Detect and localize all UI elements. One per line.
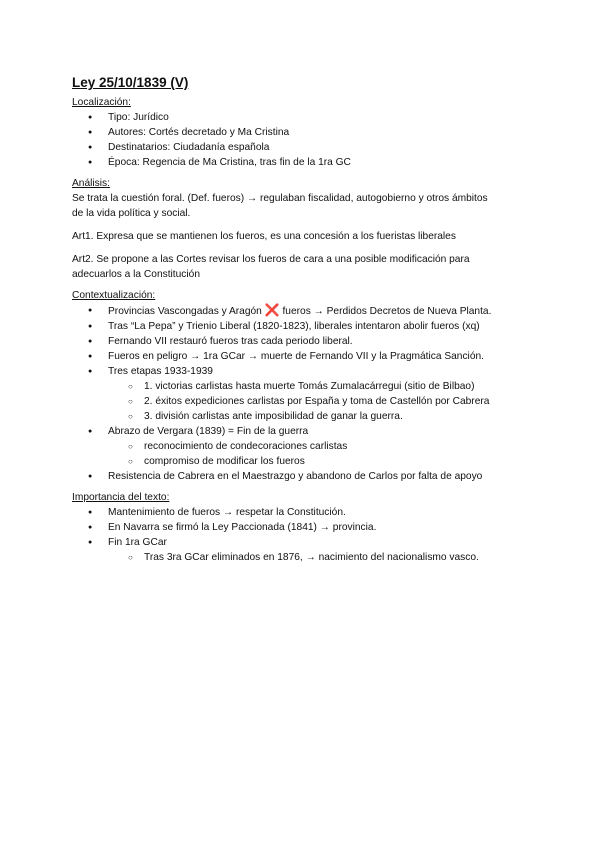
analisis-paragraph-line: Se trata la cuestión foral. (Def. fueros) → regulaban fiscalidad, autogobierno y otros ámbitos [72, 193, 488, 204]
list-item: ● Resistencia de Cabrera en el Maestrazgo y abandono de Carlos por falta de apoyo [72, 469, 542, 484]
list-item-text: Provincias Vascongadas y Aragón [108, 306, 265, 317]
sub-list-item: ○ 3. división carlistas ante imposibilidad de ganar la guerra. [72, 409, 542, 424]
analisis-paragraph-line: de la vida política y social. [72, 208, 191, 219]
list-item: ● Abrazo de Vergara (1839) = Fin de la guerra [72, 424, 542, 439]
list-item: ● Mantenimiento de fueros → respetar la Constitución. [72, 505, 542, 520]
list-item: ● En Navarra se firmó la Ley Paccionada (1841) → provincia. [72, 520, 542, 535]
list-item-text: fueros → Perdidos Decretos de Nueva Planta. [279, 306, 492, 317]
article-2-text-line: Art2. Se propone a las Cortes revisar los fueros de cara a una posible modificación para [72, 254, 470, 265]
article-2-text-line: adecuarlos a la Constitución [72, 269, 200, 280]
section-heading-importancia: Importancia del texto: [72, 492, 170, 503]
section-heading-contextualizacion: Contextualización: [72, 290, 156, 301]
etapas-sublist [72, 379, 542, 424]
article-1-text: Art1. Expresa que se mantienen los fueros, es una concesión a los fueristas liberales [72, 231, 456, 242]
list-item [72, 303, 542, 319]
sub-list-item: ○ compromiso de modificar los fueros [72, 454, 542, 469]
list-item: ● Fueros en peligro → 1ra GCar → muerte de Fernando VII y la Pragmática Sanción. [72, 349, 542, 364]
list-item [72, 364, 542, 379]
list-item: ● Tras “La Pepa” y Trienio Liberal (1820-1823), liberales intentaron abolir fueros (xq) [72, 319, 542, 334]
sub-list-item: ○ reconocimiento de condecoraciones carlistas [72, 439, 542, 454]
page-title: Ley 25/10/1839 (V) [72, 75, 189, 90]
list-item: ● Tipo: Jurídico [72, 110, 542, 125]
localizacion-list [72, 110, 542, 170]
list-item: ● Fin 1ra GCar [72, 535, 542, 550]
sub-list-item: ○ 2. éxitos expediciones carlistas por España y toma de Castellón por Cabrera [72, 394, 542, 409]
importancia-list [72, 505, 542, 550]
list-item: ● Autores: Cortés decretado y Ma Cristina [72, 125, 542, 140]
contextualizacion-list-end [72, 469, 542, 484]
contextualizacion-list [72, 303, 542, 379]
section-heading-localizacion: Localización: [72, 97, 131, 108]
document-content [72, 74, 542, 565]
vergara-sublist [72, 439, 542, 469]
list-item-text: Tres etapas 1933-1939 [108, 366, 213, 377]
section-heading-analisis: Análisis: [72, 178, 110, 189]
importancia-sublist [72, 550, 542, 565]
list-item: ● Destinatarios: Ciudadanía española [72, 140, 542, 155]
contextualizacion-list-cont [72, 424, 542, 439]
sub-list-item: ○ 1. victorias carlistas hasta muerte Tomás Zumalacárregui (sitio de Bilbao) [72, 379, 542, 394]
cross-mark-icon: ❌ [264, 303, 280, 317]
sub-list-item: ○ Tras 3ra GCar eliminados en 1876, → nacimiento del nacionalismo vasco. [72, 550, 542, 565]
list-item: ● Fernando VII restauró fueros tras cada periodo liberal. [72, 334, 542, 349]
list-item: ● Época: Regencia de Ma Cristina, tras fin de la 1ra GC [72, 155, 542, 170]
